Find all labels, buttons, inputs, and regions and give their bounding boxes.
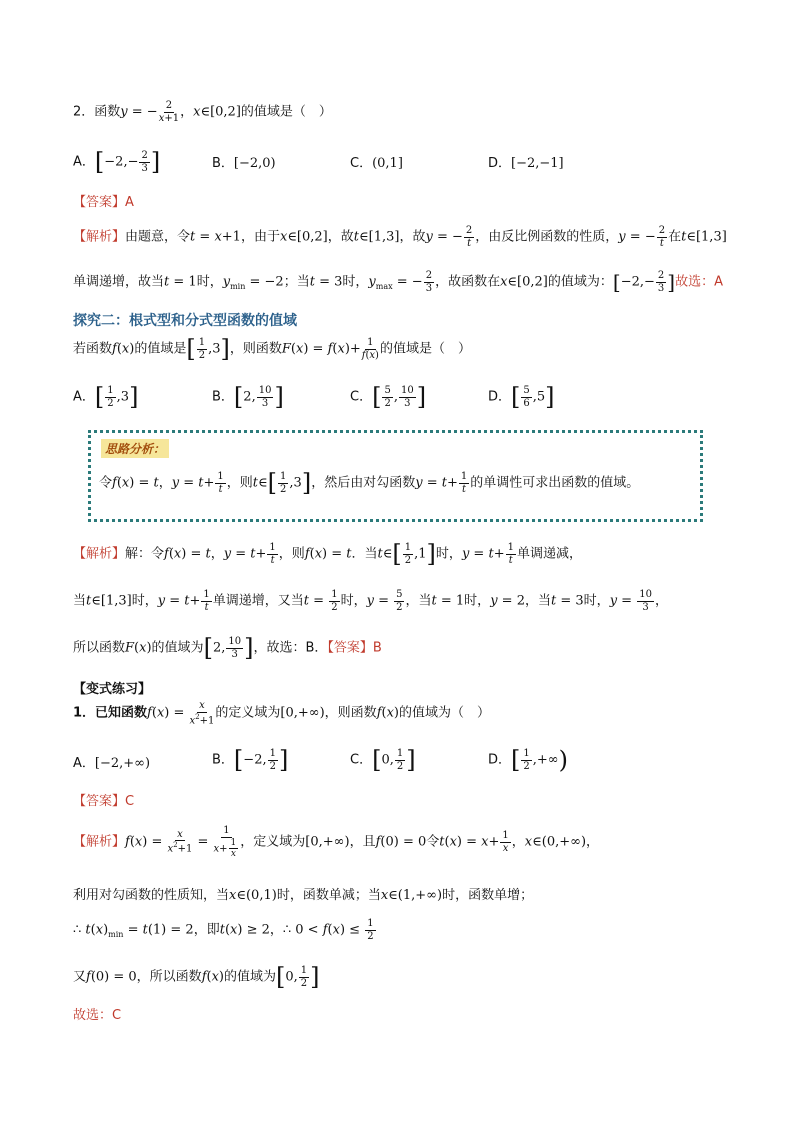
section2-option-a: A．[ $\frac{1}{2}$ ,3] xyxy=(73,383,139,411)
section2-option-d: D．[ $\frac{5}{6}$ ,5] xyxy=(488,383,555,411)
q2-stem: 2．函数y = − $\frac{2}{x+1}$ ，x∈[0,2]的值域是（ ） xyxy=(73,100,332,124)
practice-option-b: B．[−2, $\frac{1}{2}$ ] xyxy=(212,746,289,774)
hint-tag: 思路分析： xyxy=(101,439,169,458)
section2-solution-line3: 所以函数F(x)的值域为[2, $\frac{10}{3}$ ]，故选：B．【答案】B xyxy=(73,634,382,662)
q2-analysis-line2: 单调递增，故当t = 1时，$y_{min} = -2$；当t = 3时，$y_{max}$ = − $\frac{2}{3}$ ，故函数在x∈[0,2]的值域为：[−2,− $\frac{2}{3}$ ]故选：A xyxy=(73,270,723,294)
practice-analysis-line3: ∴ $t(x)_{min} = t(1) = 2$，即t(x) ≥ 2，∴ 0 < f(x) ≤ $\frac{1}{2}$ xyxy=(73,918,374,942)
practice-option-c: C．[0, $\frac{1}{2}$ ] xyxy=(350,746,416,774)
q2-option-c: C．(0,1] xyxy=(350,156,403,171)
practice-title: 【变式练习】 xyxy=(73,682,152,697)
section2-option-b: B．[2, $\frac{10}{3}$ ] xyxy=(212,383,284,411)
practice-q1-stem: 1．已知函数f(x) = $\frac{x}{x^2+1}$ 的定义域为[0,+∞)，则函数f(x)的值域为（ ） xyxy=(73,700,491,726)
practice-option-d: D．[ $\frac{1}{2}$ ,+∞) xyxy=(488,746,568,774)
q2-answer: 【答案】A xyxy=(73,195,134,210)
hint-text: 令f(x) = t，y = t+ $\frac{1}{t}$ ，则t∈[ $\frac{1}{2}$ ,3]，然后由对勾函数y = t+ $\frac{1}{t}$ 的单调性可求出函数的值域。 xyxy=(99,469,640,497)
practice-option-a: A．[−2,+∞) xyxy=(73,756,151,771)
practice-analysis-line2: 利用对勾函数的性质知，当x∈(0,1)时，函数单减；当x∈(1,+∞)时，函数单增； xyxy=(73,888,534,903)
section2-stem: 若函数f(x)的值域是[ $\frac{1}{2}$ ,3]，则函数F(x) = f(x)+ $\frac{1}{f(x)}$ 的值域是（ ） xyxy=(73,335,471,363)
practice-answer: 【答案】C xyxy=(73,794,135,809)
section-title: 探究二：根式型和分式型函数的值域 xyxy=(73,313,297,329)
section2-solution-line1: 【解析】解：令f(x) = t，y = t+ $\frac{1}{t}$ ，则f(x) = t．当t∈[ $\frac{1}{2}$ ,1]时，y = t+ $\frac{1}{t}$ 单调递减， xyxy=(73,540,582,568)
hint-box xyxy=(88,430,703,522)
practice-analysis-line1: 【解析】f(x) = $\frac{x}{x^2+1}$ = 1 x+ $\frac{1}{x}$ ，定义域为[0,+∞)，且f(0) = 0令t(x) = x+ $\frac{1}{x}$ ，x∈(0,+∞)， xyxy=(73,825,600,859)
q2-option-a: A．[−2,− $\frac{2}{3}$ ] xyxy=(73,148,161,176)
section2-option-c: C．[ $\frac{5}{2}$ , $\frac{10}{3}$ ] xyxy=(350,383,427,411)
practice-conclusion: 故选：C xyxy=(73,1008,122,1023)
q2-analysis-line1: 【解析】由题意，令t = x+1，由于x∈[0,2]，故t∈[1,3]，故y = − $\frac{2}{t}$ ，由反比例函数的性质，y = − $\frac{2}{t}$ 在t∈[1,3] xyxy=(73,225,727,249)
practice-analysis-line4: 又f(0) = 0，所以函数f(x)的值域为[0, $\frac{1}{2}$ ] xyxy=(73,963,320,991)
q2-option-d: D．[−2,−1] xyxy=(488,156,564,171)
q2-option-b: B．[−2,0) xyxy=(212,156,276,171)
section2-solution-line2: 当t∈[1,3]时，y = t+ $\frac{1}{t}$ 单调递增，又当t = $\frac{1}{2}$ 时，y = $\frac{5}{2}$ ，当t = 1时，y = 2，当t = 3时，y = $\frac{10}{3}$ ， xyxy=(73,589,668,613)
